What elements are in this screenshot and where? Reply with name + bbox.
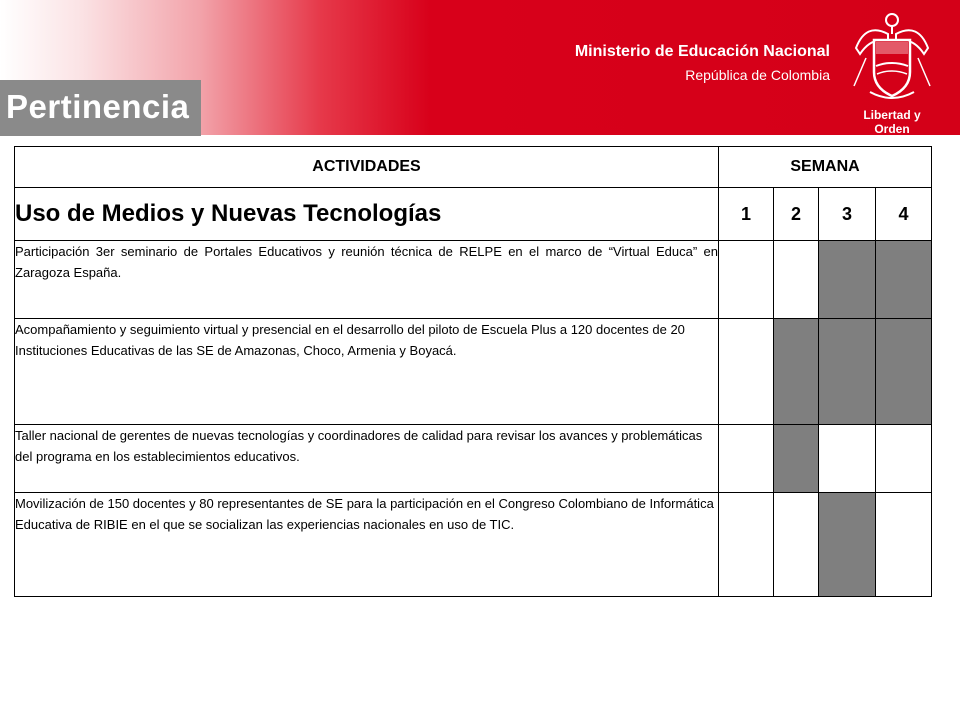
week-cell [876,319,932,425]
activities-header: ACTIVIDADES [15,147,719,188]
motto: Libertad y Orden [863,108,921,136]
activity-text: Taller nacional de gerentes de nuevas tecnologías y coordinadores de calidad para revisar los avances y problemáticas del programa en los establecimientos educativos. [15,425,719,493]
schedule-table [14,146,932,597]
week-cell [774,425,819,493]
week-number: 4 [876,188,932,241]
week-cell [876,493,932,597]
activity-text: Acompañamiento y seguimiento virtual y presencial en el desarrollo del piloto de Escuela Plus a 120 docentes de 20 Instituciones Educativas de las SE de Amazonas, Choco, Armenia y Boyacá. [15,319,719,425]
week-cell [774,319,819,425]
condor-shield-icon [846,8,938,108]
table-row [15,319,932,425]
week-number: 1 [719,188,774,241]
week-cell [719,319,774,425]
slide-title-box [0,80,201,136]
ministry-branding [575,42,830,85]
week-cell [819,425,876,493]
table-header-row [15,147,932,188]
country-name: República de Colombia [685,67,830,83]
week-cell [719,425,774,493]
week-cell [719,241,774,319]
table-row [15,241,932,319]
week-cell [876,425,932,493]
week-cell [819,241,876,319]
week-number: 2 [774,188,819,241]
coat-of-arms [846,8,938,136]
activity-text: Movilización de 150 docentes y 80 representantes de SE para la participación en el Congreso Colombiano de Informática Educativa de RIBIE en el que se socializan las experiencias nacionales en uso de TIC. [15,493,719,597]
table-row [15,493,932,597]
week-cell [719,493,774,597]
activity-text: Participación 3er seminario de Portales Educativos y reunión técnica de RELPE en el marco de “Virtual Educa” en Zaragoza España. [15,241,719,319]
week-cell [876,241,932,319]
week-cell [819,493,876,597]
table-row [15,425,932,493]
slide-title: Pertinencia [6,88,190,125]
week-header: SEMANA [719,147,932,188]
week-cell [774,493,819,597]
week-number: 3 [819,188,876,241]
section-title: Uso de Medios y Nuevas Tecnologías [15,188,719,241]
week-cell [819,319,876,425]
ministry-name: Ministerio de Educación Nacional [574,43,830,60]
section-row [15,188,932,241]
week-cell [774,241,819,319]
